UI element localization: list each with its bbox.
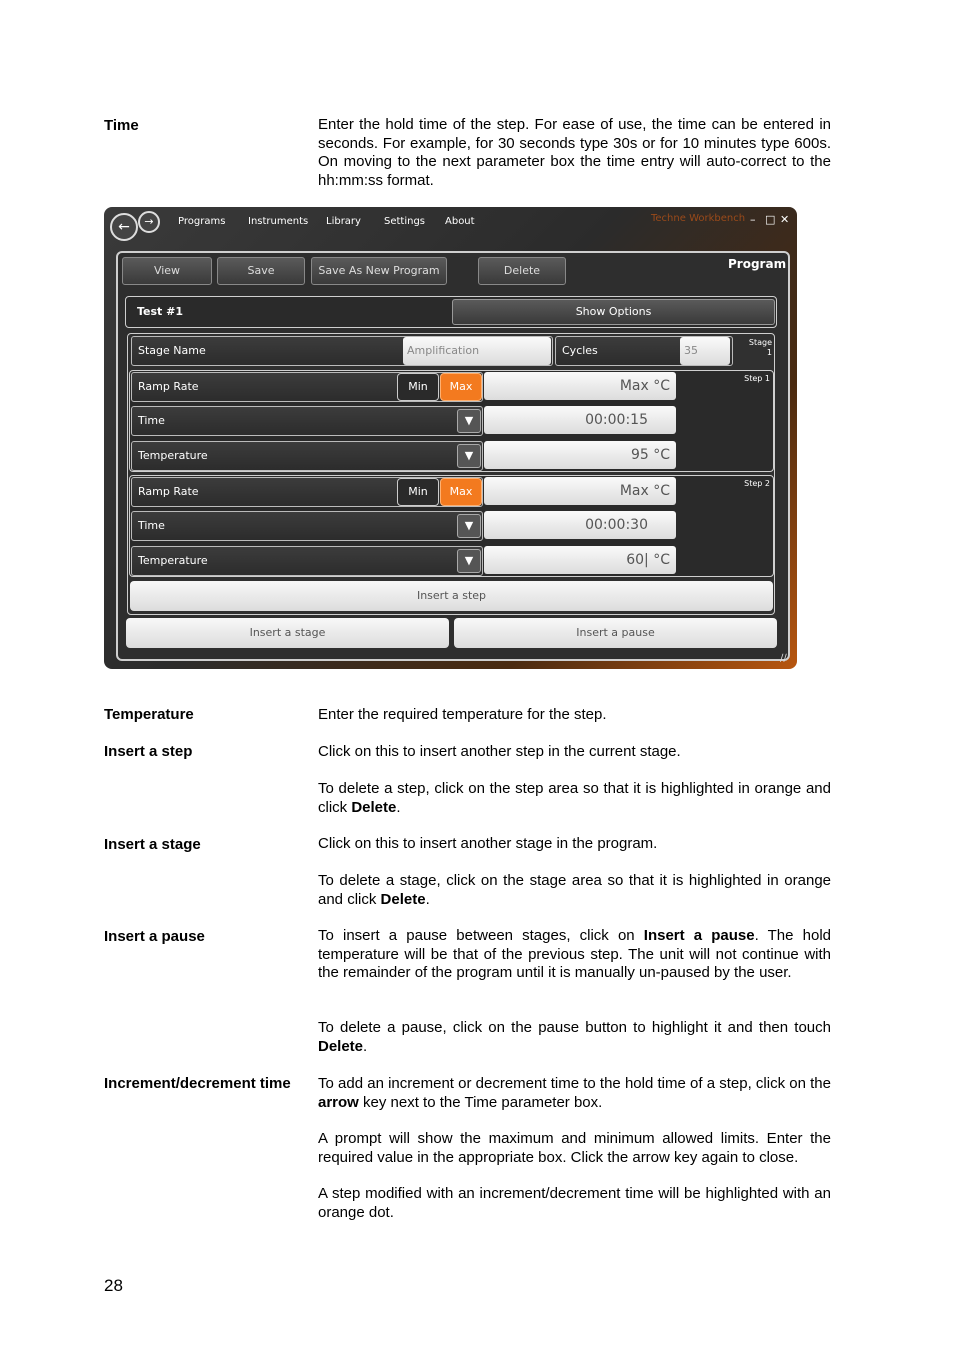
desc-insert-stage-1: Click on this to insert another stage in the program.: [318, 835, 658, 852]
step-2-temp-row: [131, 546, 483, 576]
desc-incdec-1b: arrow: [318, 1093, 359, 1111]
desc-insert-pause-1a: To insert a pause between stages, click on: [318, 927, 644, 944]
step-2-time-value[interactable]: 00:00:30: [484, 511, 676, 539]
resize-grip-icon[interactable]: ∕∕: [780, 653, 787, 664]
desc-insert-pause-1: [318, 927, 831, 983]
desc-insert-pause-2-text: To delete a pause, click on the pause button to highlight it and then touch: [318, 1019, 831, 1036]
view-button[interactable]: View: [122, 257, 212, 285]
term-time: Time: [104, 117, 139, 134]
step-1-temp-value[interactable]: 95 °C: [484, 441, 676, 469]
desc-insert-pause-1c: . The hold temperature will be that of the previous step. The unit will not continue with the remainder of the program until it is manually un-paused by the user.: [318, 927, 831, 981]
step-2-temp-label: Temperature: [138, 554, 208, 567]
term-increment-decrement: Increment/decrement time: [104, 1075, 291, 1092]
step-2-ramp-value[interactable]: Max °C: [484, 477, 676, 505]
step-2-time-arrow-icon[interactable]: ▼: [457, 514, 481, 538]
step-1-max-button[interactable]: Max: [440, 373, 482, 401]
term-insert-stage: Insert a stage: [104, 836, 201, 853]
delete-button[interactable]: Delete: [478, 257, 566, 285]
step-1-temp-arrow-icon[interactable]: ▼: [457, 444, 481, 468]
forward-icon[interactable]: →: [138, 211, 160, 233]
desc-insert-step-2-bold: Delete: [351, 798, 397, 816]
brand-title: Techne Workbench: [651, 213, 746, 224]
app-screenshot: [104, 207, 797, 669]
panel-title: Program: [728, 257, 787, 271]
close-icon[interactable]: ✕: [780, 213, 790, 226]
save-as-new-program-button[interactable]: Save As New Program: [311, 257, 447, 285]
step-1-time-row: [131, 406, 483, 436]
insert-step-button[interactable]: Insert a step: [130, 581, 773, 611]
desc-temperature: Enter the required temperature for the step.: [318, 706, 607, 723]
insert-pause-button[interactable]: Insert a pause: [454, 618, 777, 648]
term-insert-pause: Insert a pause: [104, 928, 205, 945]
menu-about[interactable]: About: [445, 216, 475, 227]
step-1-min-button[interactable]: Min: [397, 373, 439, 401]
step-1-temp-row: [131, 441, 483, 471]
cycles-input[interactable]: 35: [680, 337, 730, 365]
menu-library[interactable]: Library: [326, 216, 361, 227]
desc-insert-step-1: Click on this to insert another step in the current stage.: [318, 743, 681, 760]
step-1-time-label: Time: [138, 414, 165, 427]
menu-settings[interactable]: Settings: [384, 216, 426, 227]
desc-incdec-1: [318, 1075, 831, 1112]
step-1-temp-label: Temperature: [138, 449, 208, 462]
insert-stage-button[interactable]: Insert a stage: [126, 618, 449, 648]
stage-name-label: Stage Name: [138, 344, 206, 357]
step-1-ramp-label: Ramp Rate: [138, 380, 199, 393]
desc-incdec-2: A prompt will show the maximum and minimum allowed limits. Enter the required value in the appropriate box. Click the arrow key again to close.: [318, 1130, 831, 1166]
desc-insert-stage-2-bold: Delete: [380, 890, 426, 908]
desc-insert-stage-2: To delete a stage, click on the stage area so that it is highlighted in orange and click Delete.: [318, 872, 831, 908]
step-2-temp-arrow-icon[interactable]: ▼: [457, 549, 481, 573]
term-temperature: Temperature: [104, 706, 194, 723]
step-1-ramp-value[interactable]: Max °C: [484, 372, 676, 400]
step-2-max-button[interactable]: Max: [440, 478, 482, 506]
desc-incdec-3: A step modified with an increment/decrement time will be highlighted with an orange dot.: [318, 1185, 831, 1221]
show-options-button[interactable]: Show Options: [452, 299, 775, 325]
step-2-time-row: [131, 511, 483, 541]
desc-incdec-1c: key next to the Time parameter box.: [358, 1093, 603, 1111]
maximize-icon[interactable]: □: [765, 213, 776, 226]
desc-insert-step-2: To delete a step, click on the step area so that it is highlighted in orange and click Delete.: [318, 780, 831, 816]
step-1-label: Step 1: [744, 374, 770, 383]
program-name: Test #1: [137, 305, 184, 318]
back-icon[interactable]: ←: [110, 213, 138, 241]
desc-insert-step-2-text: To delete a step, click on the step area so that it is highlighted in orange and click: [318, 780, 831, 816]
step-2-ramp-label: Ramp Rate: [138, 485, 199, 498]
desc-insert-pause-1b: Insert a pause: [643, 927, 755, 944]
term-insert-step: Insert a step: [104, 743, 193, 760]
desc-insert-pause-2-bold: Delete: [318, 1037, 364, 1055]
stage-name-input[interactable]: Amplification: [403, 337, 551, 365]
step-1-time-arrow-icon[interactable]: ▼: [457, 409, 481, 433]
menu-programs[interactable]: Programs: [178, 216, 226, 227]
step-2-time-label: Time: [138, 519, 165, 532]
program-name-bar: [125, 296, 777, 328]
desc-time: Enter the hold time of the step. For ease of use, the time can be entered in seconds. For example, for 30 seconds type 30s or for 10 minutes type 600s. On moving to the next parameter box the time entry will auto-correct to the hh:mm:ss format.: [318, 116, 831, 189]
desc-insert-pause-2: To delete a pause, click on the pause button to highlight it and then touch Delete.: [318, 1019, 831, 1055]
step-2-temp-value[interactable]: 60| °C: [484, 546, 676, 574]
stage-label: [736, 338, 772, 358]
stage-label-text: Stage: [748, 338, 772, 347]
save-button[interactable]: Save: [217, 257, 305, 285]
step-1-time-value[interactable]: 00:00:15: [484, 406, 676, 434]
desc-incdec-1a: To add an increment or decrement time to the hold time of a step, click on the: [318, 1075, 831, 1092]
minimize-icon[interactable]: –: [750, 213, 756, 226]
desc-insert-stage-2-text: To delete a stage, click on the stage area so that it is highlighted in orange and click: [318, 872, 831, 908]
step-2-min-button[interactable]: Min: [397, 478, 439, 506]
stage-number: 1: [766, 348, 772, 357]
cycles-label: Cycles: [562, 344, 598, 357]
top-bar: [104, 207, 797, 241]
step-2-label: Step 2: [744, 479, 770, 488]
page-number: 28: [104, 1276, 123, 1295]
menu-instruments[interactable]: Instruments: [248, 216, 309, 227]
